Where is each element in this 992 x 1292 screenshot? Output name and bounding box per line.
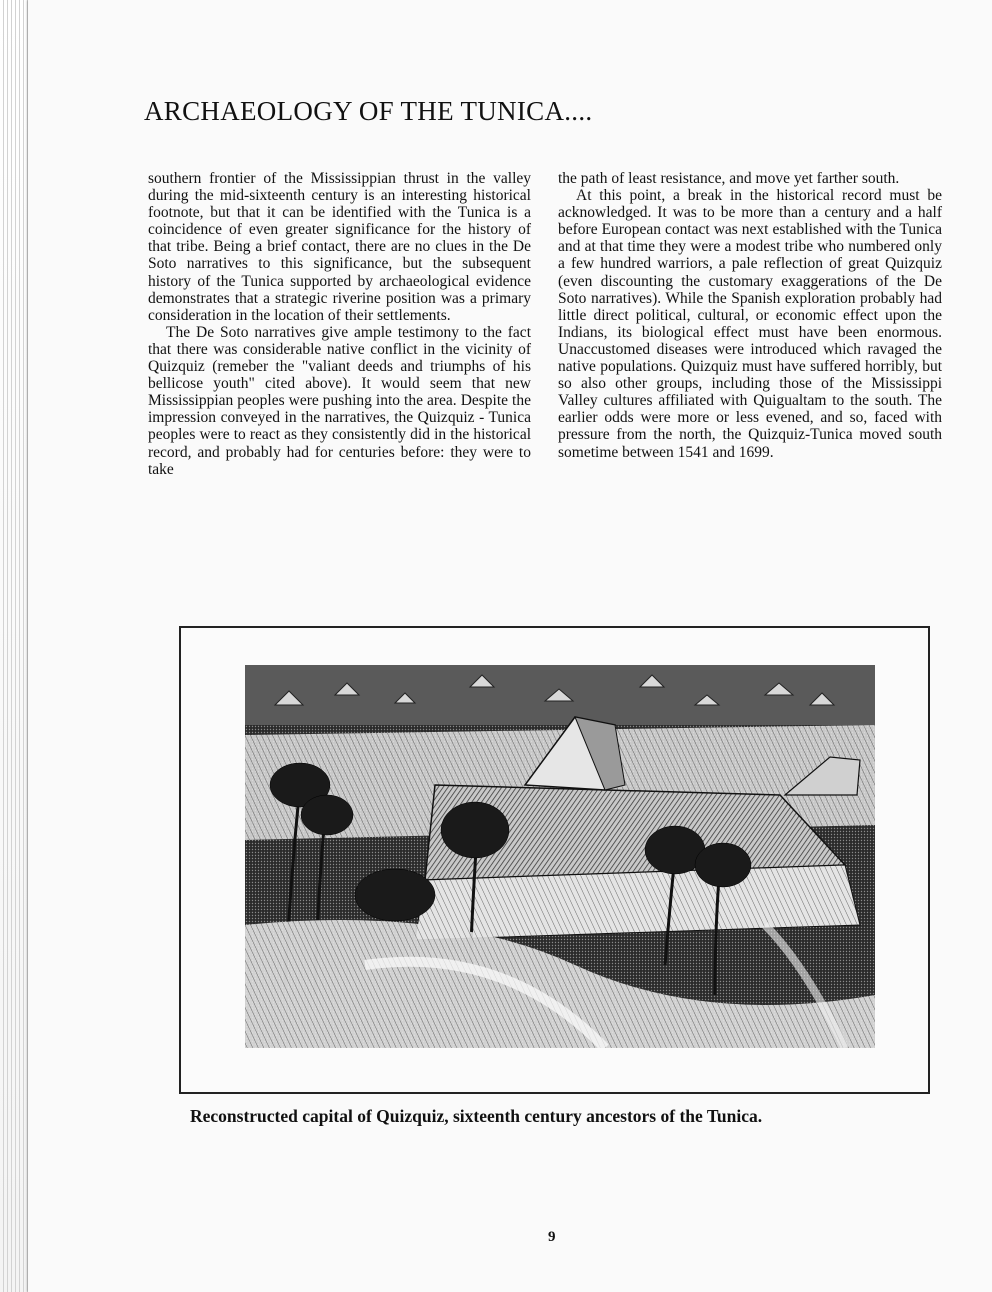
quizquiz-illustration [245,665,875,1048]
text-column-right [558,170,942,461]
body-paragraph: southern frontier of the Mississippian thrust in the valley during the mid-sixteenth century is an interesting historical footnote, but that it can be identified with the Tunica is a coincidence of even greater significance for the history of that tribe. Being a brief contact, there are no clues in the De Soto narratives to this significance, but the subsequent history of the Tunica supported by archaeological evidence demonstrates that a strategic riverine position was a primary consideration in the location of their settlements. [148,170,531,324]
body-paragraph: The De Soto narratives give ample testimony to the fact that there was considerable native conflict in the vicinity of Quizquiz (remeber the "valiant deeds and triumphs of his bellicose youth" cited above). It would seem that new Mississippian peoples were pushing into the area. Despite the impression conveyed in the narratives, the Quizquiz - Tunica peoples were to react as they consistently did in the historical record, and probably had for centuries before: they were to take [148,323,531,478]
page-title: ARCHAEOLOGY OF THE TUNICA.... [144,96,593,126]
page-number: 9 [548,1229,556,1245]
figure-caption: Reconstructed capital of Quizquiz, sixteenth century ancestors of the Tunica. [190,1106,763,1126]
body-paragraph: At this point, a break in the historical record must be acknowledged. It was to be more than a century and a half before European contact was next established with the Tunica and at that time they were a modest tribe who numbered only a few hundred warriors, a pale reflection of great Quizquiz (even discounting the customary exaggerations of the De Soto narratives). While the Spanish exploration probably had little direct political, cultural, or economic effect upon the Indians, its biological effect must have been enormous. Unaccustomed diseases were introduced which ravaged the native populations. Quizquiz must have suffered horribly, but so also other groups, including those of the Mississippi Valley cultures affiliated with Quigualtam to the south. The earlier odds were more or less evened, and so, faced with pressure from the north, the Quizquiz-Tunica moved south sometime between 1541 and 1699. [558,187,942,461]
text-column-left [148,170,531,478]
page-stack-edges [0,0,30,1292]
body-paragraph: the path of least resistance, and move yet farther south. [558,170,900,187]
